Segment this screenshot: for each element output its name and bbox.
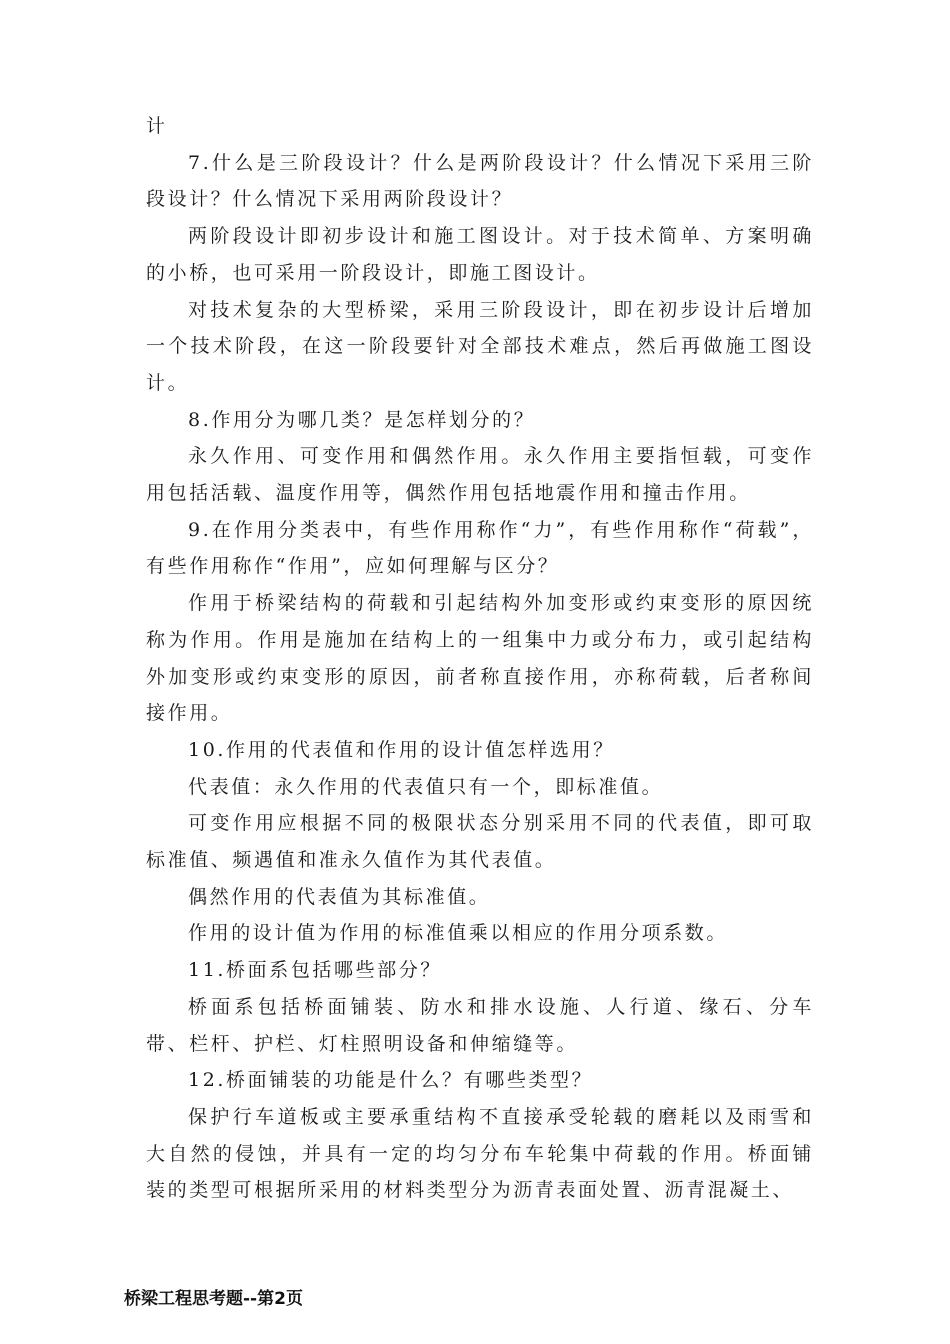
question-8: 8.作用分为哪几类？是怎样划分的？	[188, 408, 536, 431]
question-7: 7.什么是三阶段设计？什么是两阶段设计？什么情况下采用三阶段设计？什么情况下采用两阶段设计？	[146, 151, 814, 211]
document-body	[146, 108, 814, 1209]
answer-10-paragraph-4: 作用的设计值为作用的标准值乘以相应的作用分项系数。	[188, 922, 729, 945]
answer-11: 桥面系包括桥面铺装、防水和排水设施、人行道、缘石、分车带、栏杆、护栏、灯柱照明设备和伸缩缝等。	[146, 995, 814, 1055]
question-11: 11.桥面系包括哪些部分？	[188, 959, 443, 982]
answer-7-paragraph-2: 对技术复杂的大型桥梁，采用三阶段设计，即在初步设计后增加一个技术阶段，在这一阶段要针对全部技术难点，然后再做施工图设计。	[146, 298, 814, 394]
answer-10-paragraph-3: 偶然作用的代表值为其标准值。	[188, 885, 491, 908]
answer-9: 作用于桥梁结构的荷载和引起结构外加变形或约束变形的原因统称为作用。作用是施加在结构上的一组集中力或分布力，或引起结构外加变形或约束变形的原因，前者称直接作用，亦称荷载，后者称间接作用。	[146, 592, 814, 725]
paragraph-continuation: 计	[146, 115, 168, 137]
question-9: 9.在作用分类表中，有些作用称作“力”，有些作用称作“荷载”，有些作用称作“作用”，应如何理解与区分？	[146, 518, 814, 578]
page-footer: 桥梁工程思考题--第2页	[124, 1289, 303, 1309]
answer-10-paragraph-2: 可变作用应根据不同的极限状态分别采用不同的代表值，即可取标准值、频遇值和准永久值作为其代表值。	[146, 812, 814, 872]
answer-10-paragraph-1: 代表值：永久作用的代表值只有一个，即标准值。	[188, 775, 664, 798]
answer-12: 保护行车道板或主要承重结构不直接承受轮载的磨耗以及雨雪和大自然的侵蚀，并具有一定的均匀分布车轮集中荷载的作用。桥面铺装的类型可根据所采用的材料类型分为沥青表面处置、沥青混凝土、	[146, 1105, 814, 1202]
question-10: 10.作用的代表值和作用的设计值怎样选用？	[188, 738, 615, 761]
question-12: 12.桥面铺装的功能是什么？有哪些类型？	[188, 1069, 594, 1092]
answer-8: 永久作用、可变作用和偶然作用。永久作用主要指恒载，可变作用包括活载、温度作用等，偶然作用包括地震作用和撞击作用。	[146, 445, 814, 505]
answer-7-paragraph-1: 两阶段设计即初步设计和施工图设计。对于技术简单、方案明确的小桥，也可采用一阶段设计，即施工图设计。	[146, 225, 814, 284]
